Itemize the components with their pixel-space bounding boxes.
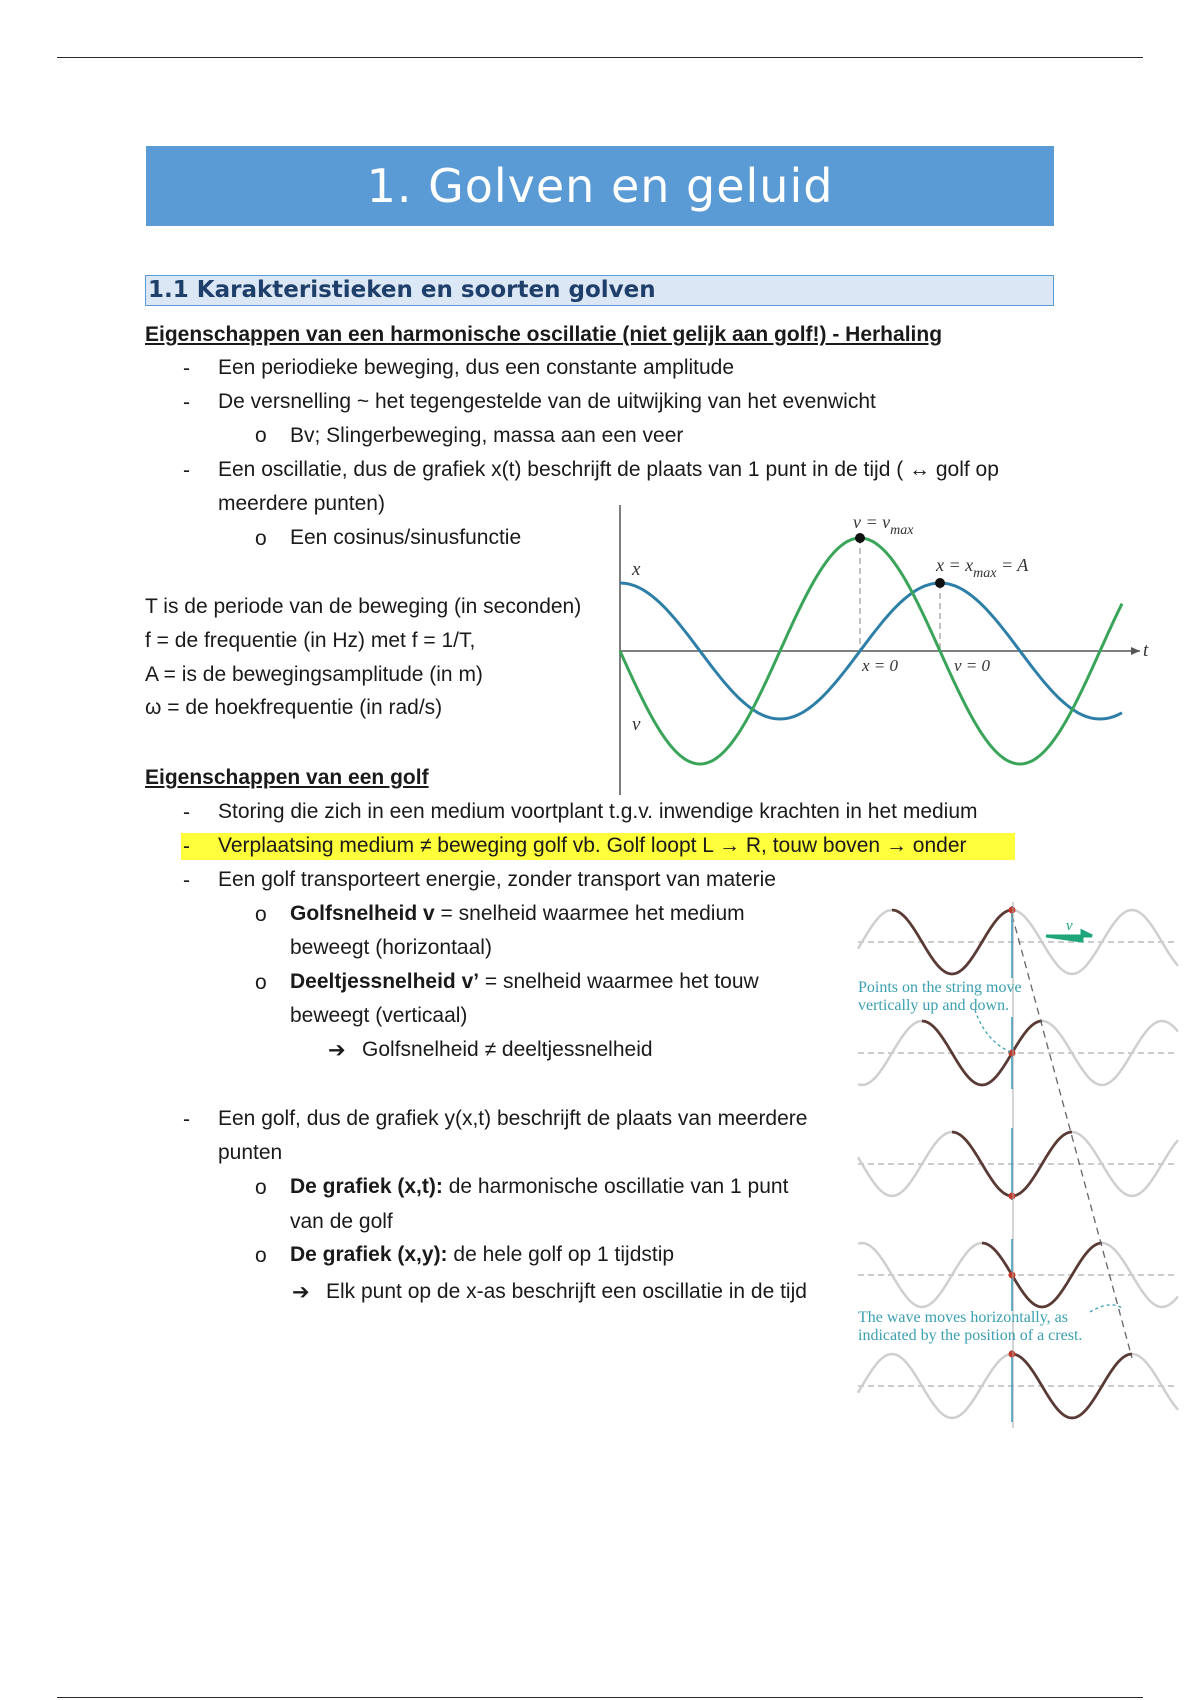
bullet-dash: - [183, 869, 190, 892]
osc-heading: Eigenschappen van een harmonische oscillatie (niet gelijk aan golf!) - Herhaling [145, 323, 943, 346]
wave-frame [858, 1017, 1178, 1089]
osc-bullet-2: De versnelling ~ het tegengestelde van de uitwijking van het evenwicht [218, 390, 876, 413]
osc-sub-bullet-1: Bv; Slingerbeweging, massa aan een veer [290, 424, 684, 447]
wave-frame [858, 1128, 1178, 1200]
wave-frame [858, 1350, 1178, 1422]
xmax-point [935, 578, 945, 588]
particle-speed-def: = snelheid waarmee het touw [479, 970, 759, 993]
arrow-bullet-icon: ➔ [328, 1038, 346, 1062]
wave-velocity-label: v [1066, 918, 1073, 934]
wave-note-line-1: The wave moves horizontally, as [858, 1309, 1069, 1326]
oscillation-graph [600, 500, 1160, 800]
bullet-dash: - [183, 357, 190, 380]
x-axis-label: x [632, 559, 641, 580]
golf-bullet-3: Een golf transporteert energie, zonder transport van materie [218, 868, 776, 891]
top-rule [57, 57, 1143, 58]
bullet-dash: - [183, 1108, 190, 1131]
v-zero-label: v = 0 [954, 656, 991, 675]
osc-bullet-1: Een periodieke beweging, dus een constante amplitude [218, 356, 735, 379]
v-axis-label: v [632, 714, 641, 735]
string-point [1009, 907, 1016, 914]
pointer-dotted-line [1090, 1305, 1122, 1312]
traveling-wave-figure [855, 895, 1180, 1430]
section-heading: 1.1 Karakteristieken en soorten golven [145, 275, 1054, 306]
xmax-tail: = A [996, 555, 1029, 575]
bullet-dash: - [183, 835, 190, 858]
golf-bullet-4: Een golf, dus de grafiek y(x,t) beschrijft de plaats van meerdere [218, 1107, 808, 1130]
xmax-label: x = x [936, 555, 974, 575]
osc-bullet-3: Een oscillatie, dus de grafiek x(t) beschrijft de plaats van 1 punt in de tijd ( ↔ golf op [218, 458, 999, 481]
golf-sub-2-cont: beweegt (verticaal) [290, 1004, 468, 1027]
crest-track-line [1012, 915, 1132, 1358]
def-period: T is de periode van de beweging (in seconden) [145, 595, 582, 618]
golf-bullet-1: Storing die zich in een medium voortplant t.g.v. inwendige krachten in het medium [218, 800, 978, 823]
time-axis-arrow [1131, 647, 1140, 655]
string-point [1009, 1351, 1016, 1358]
bullet-dash: - [183, 391, 190, 414]
vmax-subscript: max [890, 523, 914, 538]
def-angular-frequency: ω = de hoekfrequentie (in rad/s) [145, 696, 443, 719]
golf-heading: Eigenschappen van een golf [145, 766, 429, 789]
string-point [1009, 1193, 1016, 1200]
golf-sub-3-cont: van de golf [290, 1210, 393, 1233]
def-amplitude: A = is de bewegingsamplitude (in m) [145, 663, 483, 686]
xy-graph-term: De grafiek (x,y): [290, 1243, 448, 1266]
x-zero-label: x = 0 [862, 656, 899, 675]
xt-graph-def: de harmonische oscillatie van 1 punt [442, 1175, 789, 1198]
vmax-label: v = v [853, 512, 891, 532]
bullet-circle: o [255, 527, 267, 550]
bullet-circle: o [255, 1244, 267, 1267]
golf-sub-1-cont: beweegt (horizontaal) [290, 936, 492, 959]
bullet-circle: o [255, 971, 267, 994]
wave-speed-def: = snelheid waarmee het medium [434, 902, 745, 925]
wave-frame [858, 1239, 1178, 1311]
golf-sub-1 [290, 901, 745, 927]
golf-sub-3 [290, 1174, 788, 1200]
golf-bullet-4-cont: punten [218, 1141, 283, 1164]
bullet-circle: o [255, 1176, 267, 1199]
bullet-dash: - [183, 801, 190, 824]
golf-sub-2 [290, 969, 759, 995]
xt-graph-term: De grafiek (x,t): [290, 1175, 443, 1198]
svg-text:x = xmax = A [935, 555, 1029, 581]
particle-speed-term: Deeltjessnelheid v’ [290, 970, 480, 993]
page-title: 1. Golven en geluid [146, 146, 1054, 226]
golf-arrow-1: Golfsnelheid ≠ deeltjessnelheid [362, 1038, 653, 1061]
golf-sub-4 [290, 1242, 674, 1268]
osc-sub-bullet-2: Een cosinus/sinusfunctie [290, 526, 522, 549]
bottom-rule [57, 1697, 1143, 1698]
xy-graph-def: de hele golf op 1 tijdstip [447, 1243, 675, 1266]
bullet-circle: o [255, 903, 267, 926]
pointer-dotted-line [975, 1010, 1010, 1052]
string-note-line-2: vertically up and down. [858, 997, 1010, 1014]
wave-speed-term: Golfsnelheid v [290, 902, 435, 925]
def-frequency: f = de frequentie (in Hz) met f = 1/T, [145, 629, 476, 652]
golf-bullet-2-highlighted: Verplaatsing medium ≠ beweging golf vb. Golf loopt L → R, touw boven → onder [218, 834, 967, 857]
wave-frame [858, 906, 1178, 978]
t-axis-label: t [1143, 640, 1149, 661]
string-note-line-1: Points on the string move [858, 979, 1022, 996]
arrow-bullet-icon: ➔ [292, 1280, 310, 1304]
string-point [1009, 1272, 1016, 1279]
golf-arrow-2: Elk punt op de x-as beschrijft een oscillatie in de tijd [326, 1280, 807, 1303]
osc-bullet-3-cont: meerdere punten) [218, 492, 385, 515]
xmax-subscript: max [973, 566, 997, 581]
bullet-circle: o [255, 424, 267, 447]
wave-note-line-2: indicated by the position of a crest. [858, 1327, 1083, 1344]
vmax-point [855, 533, 865, 543]
bullet-dash: - [183, 459, 190, 482]
string-point [1009, 1050, 1016, 1057]
